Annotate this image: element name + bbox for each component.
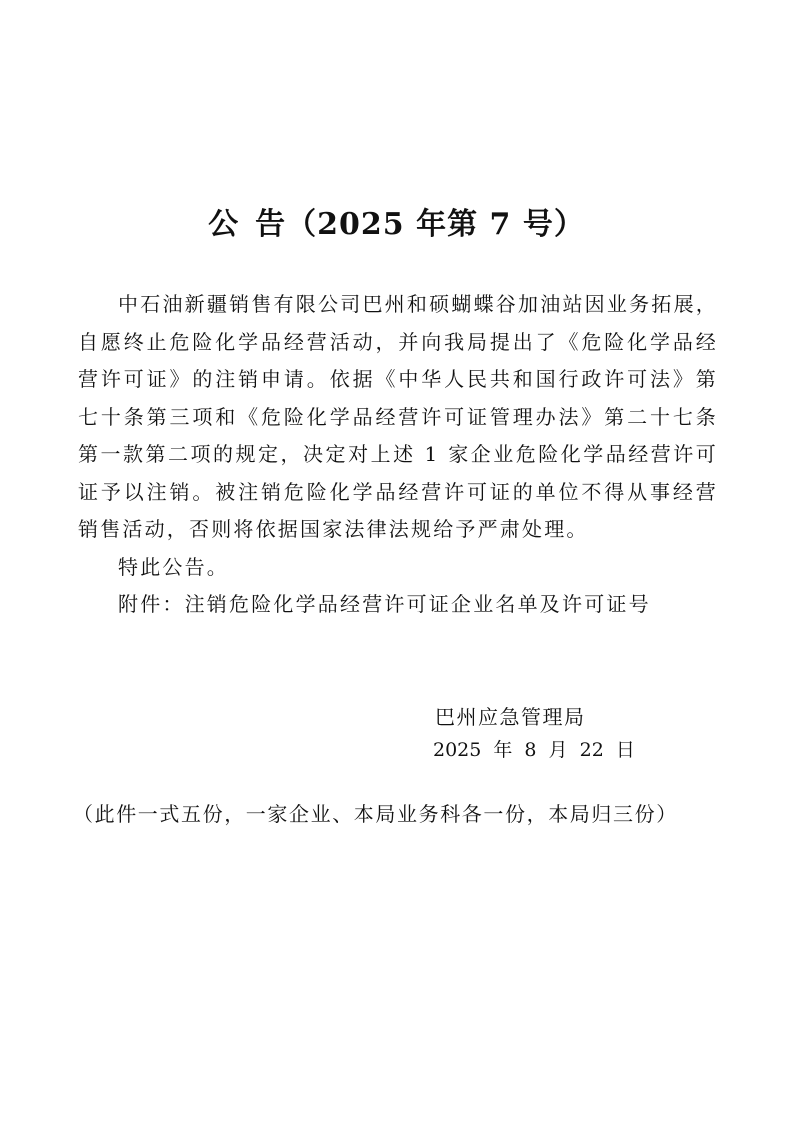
body-paragraph-attachment: 附件：注销危险化学品经营许可证企业名单及许可证号 bbox=[118, 592, 651, 616]
issuer-name: 巴州应急管理局 bbox=[435, 705, 586, 729]
title-suffix: 告（2025 年第 7 号） bbox=[255, 207, 585, 242]
issue-date: 2025 年 8 月 22 日 bbox=[433, 739, 635, 761]
title-prefix: 公 bbox=[208, 207, 240, 242]
body-paragraph-closing: 特此公告。 bbox=[118, 554, 229, 579]
page-title bbox=[0, 205, 793, 245]
announcement-body bbox=[78, 286, 718, 624]
copies-note: （此件一式五份，一家企业、本局业务科各一份，本局归三份） bbox=[73, 802, 678, 826]
body-paragraph-main: 中石油新疆销售有限公司巴州和硕蝴蝶谷加油站因业务拓展，自愿终止危险化学品经营活动，并向我局提出了《危险化学品经营许可证》的注销申请。依据《中华人民共和国行政许可法》第七十条第三项和《危险化学品经营许可证管理办法》第二十七条第一款第二项的规定，决定对上述 1 家企业危险化学品经营许可证予以注销。被注销危险化学品经营许可证的单位不得从事经营销售活动，否则将依据国家法律法规给予严肃处理。 bbox=[78, 292, 718, 541]
